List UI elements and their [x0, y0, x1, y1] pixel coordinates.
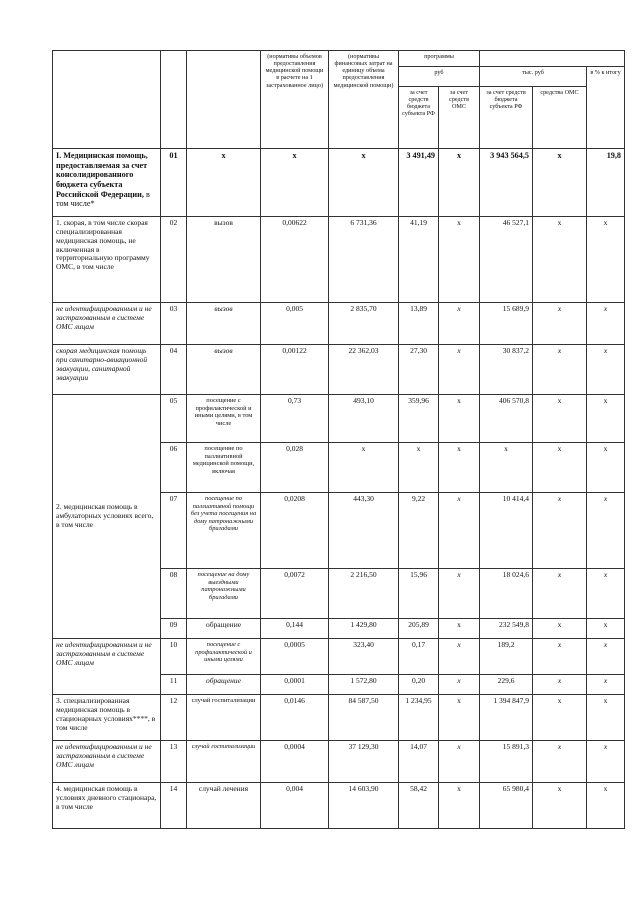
row-name: не идентифицированным и не застрахованным в системе ОМС лицам [53, 639, 161, 695]
row-norm-cost: 22 362,03 [329, 345, 399, 395]
header-budget-rub: за счет средств бюджета субъекта РФ [399, 87, 439, 149]
row-norm-cost: 1 429,80 [329, 619, 399, 639]
header-oms-rub: за счет средств ОМС [439, 87, 480, 149]
row-norm-volume: 0,0072 [261, 569, 329, 619]
row-rub-budget: 58,42 [399, 783, 439, 829]
row-percent: х [587, 783, 625, 829]
row-percent: х [587, 345, 625, 395]
row-norm-volume: х [261, 149, 329, 217]
row-thous-budget: х [480, 443, 533, 493]
row-norm-cost: 37 129,30 [329, 741, 399, 783]
table-row [53, 783, 625, 829]
row-unit: посещение по паллиативной медицинской помощи, включая [187, 443, 261, 493]
row-percent: 19,8 [587, 149, 625, 217]
row-unit: случай лечения [187, 783, 261, 829]
header-row-1 [53, 51, 625, 67]
table-row [53, 303, 625, 345]
row-norm-cost: 493,10 [329, 395, 399, 443]
row-unit: вызов [187, 303, 261, 345]
row-thous-oms: х [533, 619, 587, 639]
row-rub-oms: х [439, 303, 480, 345]
row-rub-oms: х [439, 695, 480, 741]
row-name: скорая медицинская помощь при санитарно-авиационной эвакуации, санитарной эвакуации [53, 345, 161, 395]
header-programs: программы [399, 51, 480, 67]
row-norm-volume: 0,00122 [261, 345, 329, 395]
table-row [53, 741, 625, 783]
row-thous-oms: х [533, 675, 587, 695]
row-rub-budget: 205,89 [399, 619, 439, 639]
row-percent: х [587, 493, 625, 569]
row-percent: х [587, 443, 625, 493]
row-thous-oms: х [533, 783, 587, 829]
row-unit: вызов [187, 217, 261, 303]
header-percent: в % к итогу [587, 67, 625, 149]
row-unit: обращение [187, 675, 261, 695]
header-cell-empty [480, 51, 625, 67]
row-rub-budget: 13,89 [399, 303, 439, 345]
header-budget-thous: за счет средств бюджета субъекта РФ [480, 87, 533, 149]
row-rub-budget: 0,20 [399, 675, 439, 695]
row-norm-volume: 0,00622 [261, 217, 329, 303]
row-code: 05 [161, 395, 187, 443]
row-code: 07 [161, 493, 187, 569]
row-thous-budget: 406 570,8 [480, 395, 533, 443]
row-unit: вызов [187, 345, 261, 395]
row-thous-budget: 46 527,1 [480, 217, 533, 303]
table-row [53, 345, 625, 395]
row-norm-cost: 323,40 [329, 639, 399, 675]
header-thous-rub: тыс. руб [480, 67, 587, 87]
row-rub-budget: 3 491,49 [399, 149, 439, 217]
row-unit: х [187, 149, 261, 217]
row-code: 10 [161, 639, 187, 675]
row-unit: случай госпитализации [187, 695, 261, 741]
row-norm-volume: 0,0004 [261, 741, 329, 783]
row-thous-oms: х [533, 639, 587, 675]
row-norm-volume: 0,144 [261, 619, 329, 639]
row-percent: х [587, 569, 625, 619]
table-row [53, 639, 625, 675]
row-code: 03 [161, 303, 187, 345]
row-rub-budget: х [399, 443, 439, 493]
row-thous-budget: 229,6 [480, 675, 533, 695]
row-rub-oms: х [439, 493, 480, 569]
row-norm-cost: 2 216,50 [329, 569, 399, 619]
table-row [53, 695, 625, 741]
row-norm-cost: 84 587,50 [329, 695, 399, 741]
row-rub-oms: х [439, 675, 480, 695]
table-row [53, 395, 625, 443]
row-norm-volume: 0,0005 [261, 639, 329, 675]
table-row [53, 217, 625, 303]
row-norm-cost: х [329, 443, 399, 493]
row-rub-budget: 15,96 [399, 569, 439, 619]
row-rub-oms: х [439, 395, 480, 443]
row-norm-cost: 6 731,36 [329, 217, 399, 303]
row-thous-oms: х [533, 493, 587, 569]
row-percent: х [587, 695, 625, 741]
row-rub-oms: х [439, 443, 480, 493]
row-unit: посещение с профилактической и иными целями, в том числе [187, 395, 261, 443]
row-norm-cost: 14 603,90 [329, 783, 399, 829]
header-cell-empty [53, 51, 161, 149]
row-percent: х [587, 395, 625, 443]
header-cell-empty [187, 51, 261, 149]
row-norm-volume: 0,0208 [261, 493, 329, 569]
row-code: 02 [161, 217, 187, 303]
row-thous-budget: 10 414,4 [480, 493, 533, 569]
row-percent: х [587, 639, 625, 675]
row-rub-budget: 9,22 [399, 493, 439, 569]
row-thous-oms: х [533, 217, 587, 303]
row-code: 08 [161, 569, 187, 619]
row-code: 01 [161, 149, 187, 217]
row-name: не идентифицированным и не застрахованным в системе ОМС лицам [53, 303, 161, 345]
row-thous-budget: 15 689,9 [480, 303, 533, 345]
row-rub-oms: х [439, 619, 480, 639]
row-rub-budget: 14,07 [399, 741, 439, 783]
row-code: 04 [161, 345, 187, 395]
financing-table [52, 50, 625, 829]
row-name: I. Медицинская помощь, предоставляемая за счет консолидированного бюджета субъекта Российской Федерации, в том числе* [53, 149, 161, 217]
row-norm-cost: 1 572,80 [329, 675, 399, 695]
row-rub-budget: 27,30 [399, 345, 439, 395]
row-code: 12 [161, 695, 187, 741]
row-unit: посещение с профилактической и иными целями [187, 639, 261, 675]
row-thous-oms: х [533, 443, 587, 493]
row-thous-budget: 1 394 847,9 [480, 695, 533, 741]
row-thous-budget: 232 549,8 [480, 619, 533, 639]
row-percent: х [587, 741, 625, 783]
row-unit: случай госпитализации [187, 741, 261, 783]
row-rub-budget: 0,17 [399, 639, 439, 675]
row-name: 2. медицинская помощь в амбулаторных условиях всего, в том числе [53, 395, 161, 639]
row-thous-budget: 3 943 564,5 [480, 149, 533, 217]
row-name: 1. скорая, в том числе скорая специализированная медицинская помощь, не включенная в территориальную программу ОМС, в том числе [53, 217, 161, 303]
row-percent: х [587, 619, 625, 639]
row-norm-volume: 0,004 [261, 783, 329, 829]
header-norm-cost: (нормативы финансовых затрат на единицу объема предоставления медицинской помощи) [329, 51, 399, 149]
header-cell-empty [161, 51, 187, 149]
row-rub-oms: х [439, 149, 480, 217]
row-percent: х [587, 303, 625, 345]
row-name: не идентифицированным и не застрахованным в системе ОМС лицам [53, 741, 161, 783]
row-code: 11 [161, 675, 187, 695]
row-norm-volume: 0,005 [261, 303, 329, 345]
row-rub-oms: х [439, 783, 480, 829]
row-rub-oms: х [439, 569, 480, 619]
row-unit: посещение на дому выездными патронажными бригадами [187, 569, 261, 619]
row-norm-cost: х [329, 149, 399, 217]
row-norm-volume: 0,73 [261, 395, 329, 443]
row-norm-cost: 2 835,70 [329, 303, 399, 345]
header-oms-thous: средства ОМС [533, 87, 587, 149]
row-name: 4. медицинская помощь в условиях дневного стационара, в том числе [53, 783, 161, 829]
row-norm-volume: 0,028 [261, 443, 329, 493]
row-thous-oms: х [533, 149, 587, 217]
row-thous-oms: х [533, 395, 587, 443]
row-norm-volume: 0,0001 [261, 675, 329, 695]
row-code: 13 [161, 741, 187, 783]
row-rub-budget: 359,96 [399, 395, 439, 443]
row-thous-budget: 189,2 [480, 639, 533, 675]
row-code: 06 [161, 443, 187, 493]
row-thous-oms: х [533, 569, 587, 619]
row-norm-cost: 443,30 [329, 493, 399, 569]
row-rub-oms: х [439, 345, 480, 395]
row-rub-oms: х [439, 741, 480, 783]
row-code: 14 [161, 783, 187, 829]
row-thous-oms: х [533, 695, 587, 741]
row-unit: обращение [187, 619, 261, 639]
row-rub-oms: х [439, 639, 480, 675]
row-thous-oms: х [533, 345, 587, 395]
row-unit: посещение по паллиативной помощи без учета посещения на дому патронажными бригадами [187, 493, 261, 569]
row-rub-budget: 1 234,95 [399, 695, 439, 741]
header-norm-volume: (нормативы объемов предоставления медицинской помощи в расчете на 1 застрахованное лицо) [261, 51, 329, 149]
row-name: 3. специализированная медицинская помощь в стационарных условиях****, в том числе [53, 695, 161, 741]
table-row [53, 149, 625, 217]
row-percent: х [587, 217, 625, 303]
row-thous-budget: 15 891,3 [480, 741, 533, 783]
row-code: 09 [161, 619, 187, 639]
row-thous-budget: 18 024,6 [480, 569, 533, 619]
row-rub-budget: 41,19 [399, 217, 439, 303]
row-thous-oms: х [533, 303, 587, 345]
row-thous-budget: 65 980,4 [480, 783, 533, 829]
row-rub-oms: х [439, 217, 480, 303]
row-percent: х [587, 675, 625, 695]
header-rub: руб [399, 67, 480, 87]
row-thous-oms: х [533, 741, 587, 783]
row-thous-budget: 30 837,2 [480, 345, 533, 395]
row-norm-volume: 0,0146 [261, 695, 329, 741]
